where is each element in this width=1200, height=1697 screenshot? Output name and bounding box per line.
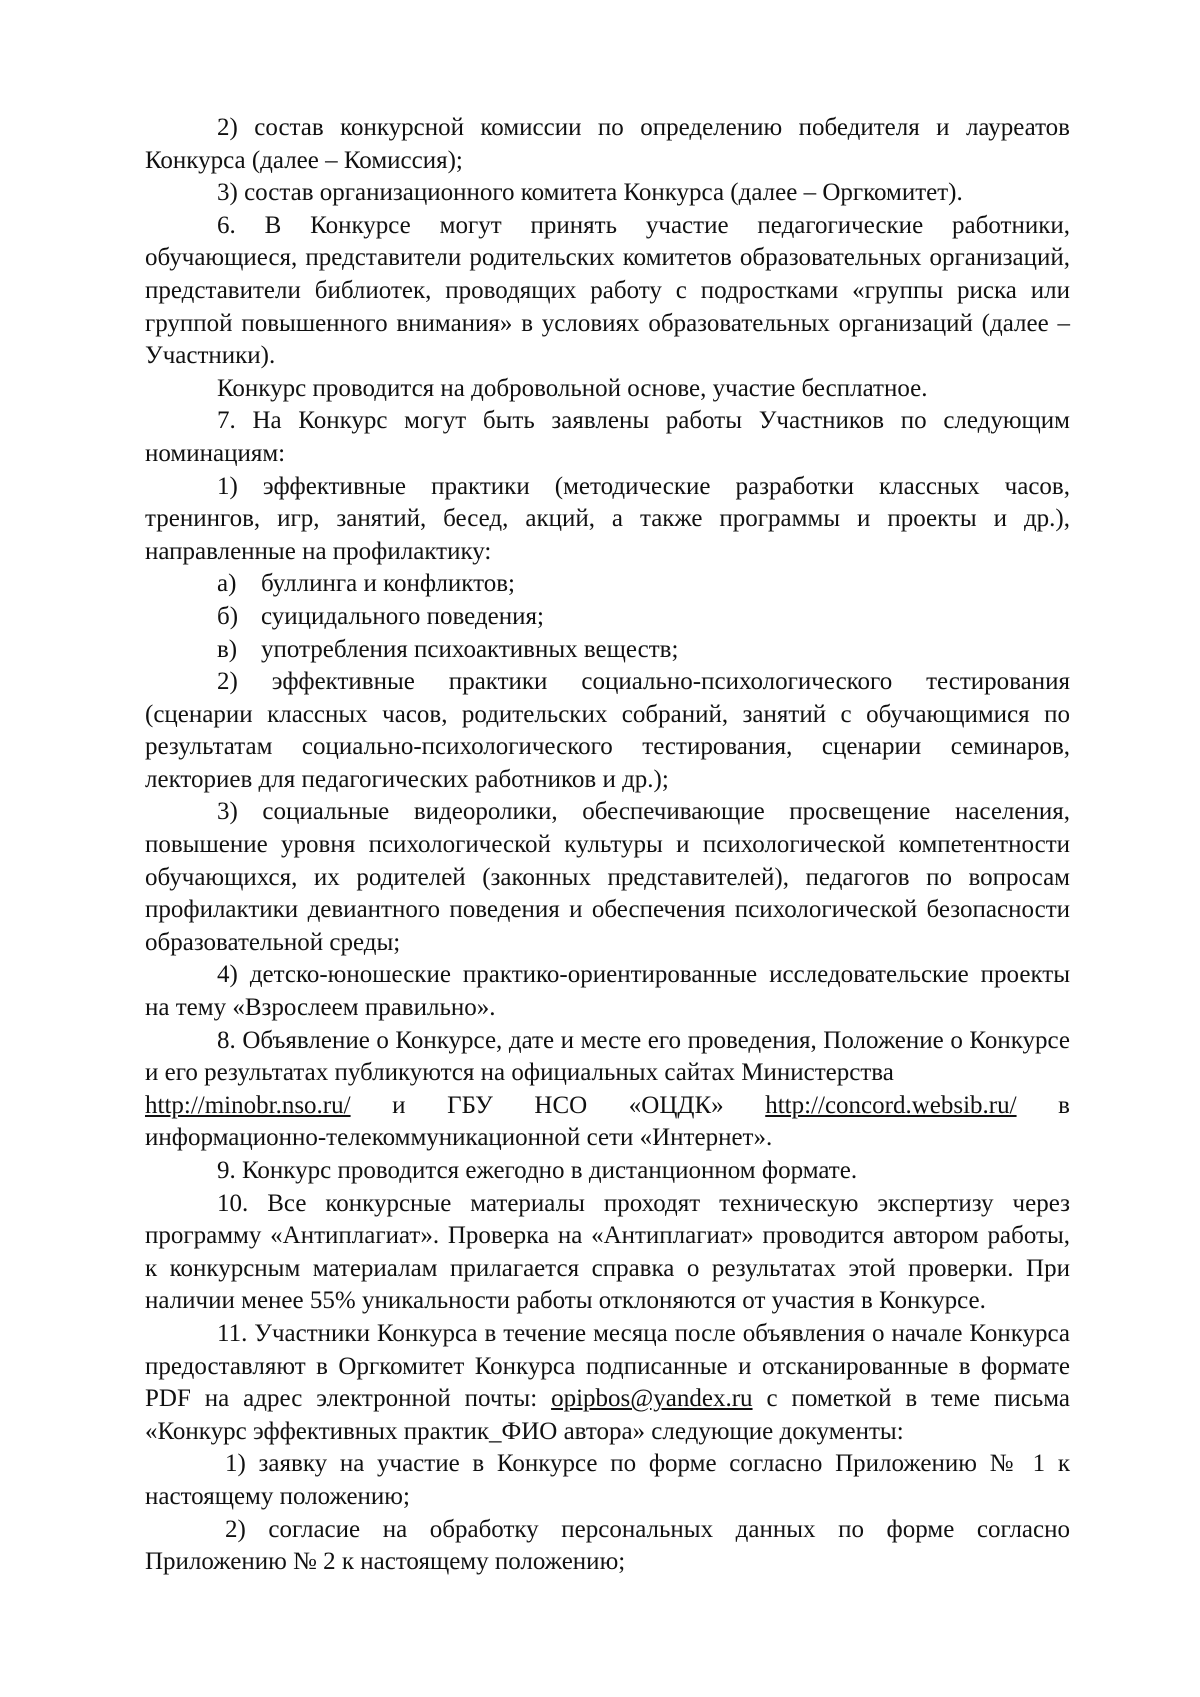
item-8-end: информационно-телекоммуникационной сети «Интернет». bbox=[145, 1124, 773, 1152]
paragraph-document-1: 1) заявку на участие в Конкурсе по форме согласно Приложению № 1 к настоящему положению; bbox=[145, 1450, 1070, 1510]
minobr-link[interactable]: http://minobr.nso.ru/ bbox=[145, 1091, 351, 1119]
paragraph-item-7: 7. На Конкурс могут быть заявлены работы Участников по следующим номинациям: bbox=[145, 407, 1070, 467]
item-8-v: в bbox=[1058, 1091, 1070, 1119]
concord-link[interactable]: http://concord.websib.ru/ bbox=[765, 1091, 1017, 1119]
subitem-v-text: употребления психоактивных веществ; bbox=[261, 635, 679, 663]
item-8-nso: НСО bbox=[534, 1091, 588, 1119]
subitem-a bbox=[145, 568, 1070, 601]
paragraph-item-11 bbox=[145, 1318, 1070, 1448]
email-link[interactable]: opipbos@yandex.ru bbox=[551, 1385, 753, 1413]
paragraph-item-10: 10. Все конкурсные материалы проходят техническую экспертизу через программу «Антиплагиат». Проверка на «Антиплагиат» проводится автором работы, к конкурсным материалам прилагается справка о результатах этой проверки. При наличии менее 55% уникальности работы отклоняются от участия в Конкурсе. bbox=[145, 1189, 1070, 1315]
paragraph-document-2: 2) согласие на обработку персональных данных по форме согласно Приложению № 2 к настоящему положению; bbox=[145, 1515, 1070, 1576]
subitem-v-label: в) bbox=[217, 635, 238, 663]
item-8-ocdk: «ОЦДК» bbox=[628, 1091, 724, 1119]
item-11-end: с пометкой в теме письма «Конкурс эффективных практик_ФИО автора» следующие документы: bbox=[145, 1385, 1070, 1445]
item-8-gbu: ГБУ bbox=[447, 1091, 493, 1119]
item-8-start: 8. Объявление о Конкурсе, дате и месте его проведения, Положение о Конкурсе и его результатах публикуются на официальных сайтах Министерства bbox=[145, 1026, 1070, 1087]
subitem-b-text: суицидального поведения; bbox=[261, 602, 544, 630]
subitem-a-text: буллинга и конфликтов; bbox=[261, 570, 515, 598]
paragraph-nomination-4: 4) детско-юношеские практико-ориентированные исследовательские проекты на тему «Взрослеем правильно». bbox=[145, 961, 1070, 1022]
paragraph-item-6: 6. В Конкурсе могут принять участие педагогические работники, обучающиеся, представители родительских комитетов образовательных организаций, представители библиотек, проводящих работу с подростками «группы риска или группой повышенного внимания» в условиях образовательных организаций (далее – Участники). bbox=[145, 211, 1070, 370]
paragraph-nomination-3: 3) социальные видеоролики, обеспечивающие просвещение населения, повышение уровня психологической культуры и психологической компетентности обучающихся, их родителей (законных представителей), педагогов по вопросам профилактики девиантного поведения и обеспечения психологической безопасности образовательной среды; bbox=[145, 798, 1070, 956]
paragraph-voluntary: Конкурс проводится на добровольной основе, участие бесплатное. bbox=[217, 374, 928, 402]
subitem-v bbox=[145, 634, 1070, 667]
item-11-start: 11. Участники Конкурса в течение месяца после объявления о начале Конкурса предоставляют в Оргкомитет Конкурса подписанные и отсканированные в формате PDF на адрес электронной почты: bbox=[145, 1319, 1070, 1413]
subitem-b bbox=[145, 601, 1070, 634]
paragraph-orgcommittee: 3) состав организационного комитета Конкурса (далее – Оргкомитет). bbox=[217, 179, 963, 207]
subitem-a-label: а) bbox=[217, 570, 237, 598]
paragraph-nomination-1: 1) эффективные практики (методические разработки классных часов, тренингов, игр, занятий, бесед, акций, а также программы и проекты и др.), направленные на профилактику: bbox=[145, 472, 1070, 565]
paragraph-commission: 2) состав конкурсной комиссии по определению победителя и лауреатов Конкурса (далее – Комиссия); bbox=[145, 114, 1070, 174]
item-8-links-line bbox=[145, 1090, 1070, 1123]
document-page bbox=[145, 112, 1070, 1579]
paragraph-nomination-2: 2) эффективные практики социально-психологического тестирования (сценарии классных часов, родительских собраний, занятий с обучающимися по результатам социально-психологического тестирования, сценарии семинаров, лекториев для педагогических работников и др.); bbox=[145, 668, 1070, 793]
paragraph-item-8 bbox=[145, 1025, 1070, 1090]
paragraph-item-9: 9. Конкурс проводится ежегодно в дистанционном формате. bbox=[217, 1157, 858, 1184]
subitem-b-label: б) bbox=[217, 602, 239, 630]
item-8-and: и bbox=[392, 1091, 406, 1119]
